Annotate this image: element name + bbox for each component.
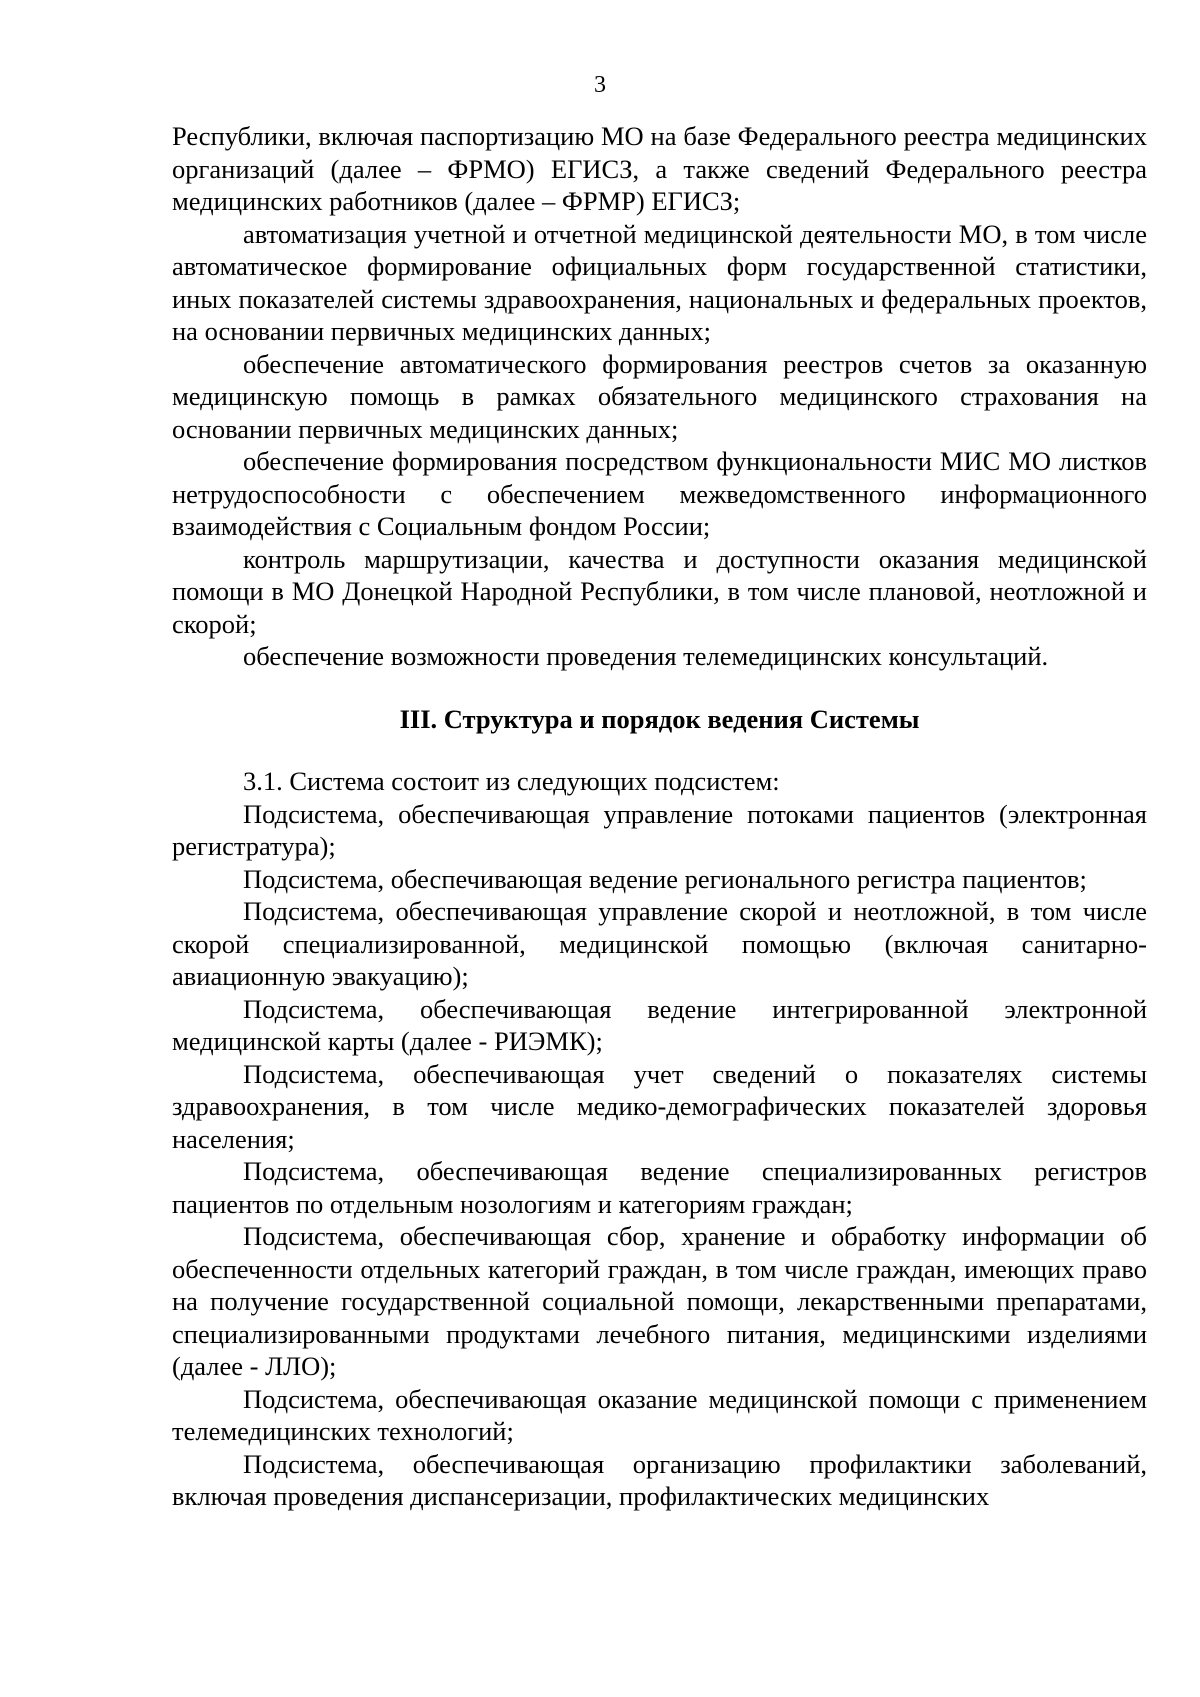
section-heading: III. Структура и порядок ведения Системы [399, 703, 920, 734]
paragraph: обеспечение автоматического формирования реестров счетов за оказанную медицинскую помощь в рамках обязательного медицинского страхования на основании первичных медицинских данных; [172, 348, 1147, 444]
paragraph: автоматизация учетной и отчетной медицинской деятельности МО, в том числе автоматическое формирование официальных форм государственной статистики, иных показателей системы здравоохранения, национальных и федеральных проектов, на основании первичных медицинских данных; [172, 218, 1147, 346]
paragraph: Подсистема, обеспечивающая оказание медицинской помощи с применением телемедицинских технологий; [172, 1383, 1147, 1446]
paragraph: Подсистема, обеспечивающая организацию профилактики заболеваний, включая проведения диспансеризации, профилактических медицинских [172, 1448, 1147, 1511]
paragraph: Подсистема, обеспечивающая управление потоками пациентов (электронная регистратура); [172, 798, 1147, 861]
paragraph: контроль маршрутизации, качества и доступности оказания медицинской помощи в МО Донецкой Народной Республики, в том числе плановой, неотложной и скорой; [172, 543, 1147, 639]
paragraph: Подсистема, обеспечивающая ведение специализированных регистров пациентов по отдельным нозологиям и категориям граждан; [172, 1156, 1147, 1219]
paragraph: Подсистема, обеспечивающая управление скорой и неотложной, в том числе скорой специализированной, медицинской помощью (включая санитарно-авиационную эвакуацию); [172, 896, 1147, 991]
paragraph: Подсистема, обеспечивающая учет сведений о показателях системы здравоохранения, в том числе медико-демографических показателей здоровья населения; [172, 1058, 1147, 1154]
paragraph: Подсистема, обеспечивающая ведение интегрированной электронной медицинской карты (далее - РИЭМК); [172, 993, 1147, 1056]
page-number: 3 [594, 72, 606, 98]
paragraph: обеспечение возможности проведения телемедицинских консультаций. [243, 641, 1049, 671]
paragraph: Подсистема, обеспечивающая сбор, хранение и обработку информации об обеспеченности отдельных категорий граждан, в том числе граждан, имеющих право на получение государственной социальной помощи, лекарственными препаратами, специализированными продуктами лечебного питания, медицинскими изделиями (далее - ЛЛО); [172, 1221, 1147, 1381]
paragraph: Подсистема, обеспечивающая ведение регионального регистра пациентов; [243, 863, 1087, 894]
paragraph: 3.1. Система состоит из следующих подсистем: [243, 766, 780, 796]
paragraph: обеспечение формирования посредством функциональности МИС МО листков нетрудоспособности с обеспечением межведомственного информационного взаимодействия с Социальным фондом России; [172, 446, 1147, 541]
paragraph: Республики, включая паспортизацию МО на базе Федерального реестра медицинских организаций (далее – ФРМО) ЕГИСЗ, а также сведений Федерального реестра медицинских работников (далее – ФРМР) ЕГИСЗ; [172, 121, 1147, 216]
document-body [172, 120, 1147, 1513]
